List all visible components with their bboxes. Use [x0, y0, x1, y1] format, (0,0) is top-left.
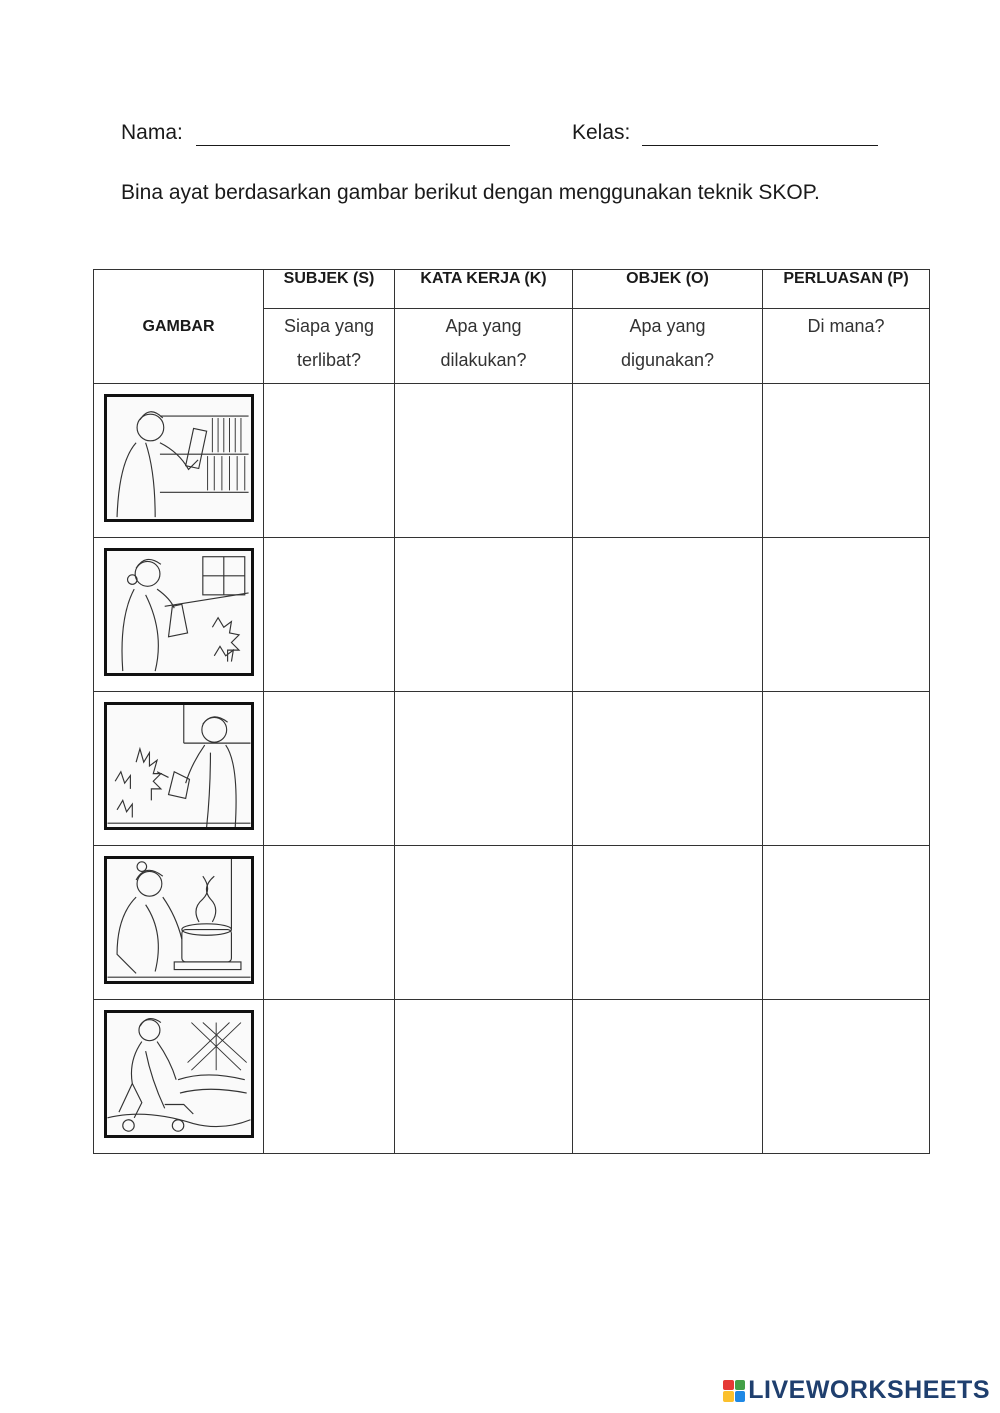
table-row [94, 384, 930, 538]
nama-label: Nama: [121, 121, 183, 144]
liveworksheets-logo-mark [723, 1380, 745, 1402]
skop-table [93, 269, 930, 1154]
subjek-answer-cell[interactable] [264, 692, 395, 846]
subjek-answer-cell[interactable] [264, 384, 395, 538]
woman-reading-book-at-bookshelf-illustration [104, 394, 254, 522]
gambar-header: GAMBAR [94, 270, 264, 384]
table-row [94, 692, 930, 846]
subjek-question: Siapa yang terlibat? [264, 309, 395, 384]
table-row [94, 846, 930, 1000]
objek-question: Apa yang digunakan? [573, 309, 763, 384]
table-row [94, 538, 930, 692]
instruction-text: Bina ayat berdasarkan gambar berikut dengan menggunakan teknik SKOP. [121, 181, 820, 204]
kata-kerja-answer-cell[interactable] [395, 538, 573, 692]
man-gardening-illustration [104, 1010, 254, 1138]
perluasan-answer-cell[interactable] [763, 692, 930, 846]
subjek-answer-cell[interactable] [264, 1000, 395, 1154]
picture-cell [94, 692, 264, 846]
liveworksheets-logo [723, 1376, 990, 1405]
perluasan-answer-cell[interactable] [763, 846, 930, 1000]
kelas-label: Kelas: [572, 121, 631, 144]
logo-square-red [723, 1380, 734, 1391]
objek-answer-cell[interactable] [573, 384, 763, 538]
kata-kerja-answer-cell[interactable] [395, 692, 573, 846]
nama-input-line[interactable] [196, 145, 510, 146]
picture-cell [94, 846, 264, 1000]
perluasan-answer-cell[interactable] [763, 384, 930, 538]
woman-cooking-pot-illustration [104, 856, 254, 984]
logo-square-blue [735, 1391, 746, 1402]
woman-hanging-laundry-illustration [104, 548, 254, 676]
picture-cell [94, 1000, 264, 1154]
logo-square-yellow [723, 1391, 734, 1402]
picture-cell [94, 384, 264, 538]
kata-kerja-answer-cell[interactable] [395, 846, 573, 1000]
objek-answer-cell[interactable] [573, 692, 763, 846]
objek-answer-cell[interactable] [573, 846, 763, 1000]
boy-watering-plants-illustration [104, 702, 254, 830]
perluasan-header: PERLUASAN (P) [763, 270, 930, 309]
table-row [94, 1000, 930, 1154]
liveworksheets-logo-text: LIVEWORKSHEETS [748, 1376, 990, 1404]
objek-answer-cell[interactable] [573, 538, 763, 692]
subjek-answer-cell[interactable] [264, 538, 395, 692]
kata-kerja-answer-cell[interactable] [395, 384, 573, 538]
kelas-input-line[interactable] [642, 145, 878, 146]
picture-cell [94, 538, 264, 692]
kata-kerja-header: KATA KERJA (K) [395, 270, 573, 309]
kata-kerja-answer-cell[interactable] [395, 1000, 573, 1154]
subjek-answer-cell[interactable] [264, 846, 395, 1000]
perluasan-question: Di mana? [763, 309, 930, 384]
subjek-header: SUBJEK (S) [264, 270, 395, 309]
kata-kerja-question: Apa yang dilakukan? [395, 309, 573, 384]
objek-header: OBJEK (O) [573, 270, 763, 309]
perluasan-answer-cell[interactable] [763, 538, 930, 692]
perluasan-answer-cell[interactable] [763, 1000, 930, 1154]
logo-square-green [735, 1380, 746, 1391]
objek-answer-cell[interactable] [573, 1000, 763, 1154]
